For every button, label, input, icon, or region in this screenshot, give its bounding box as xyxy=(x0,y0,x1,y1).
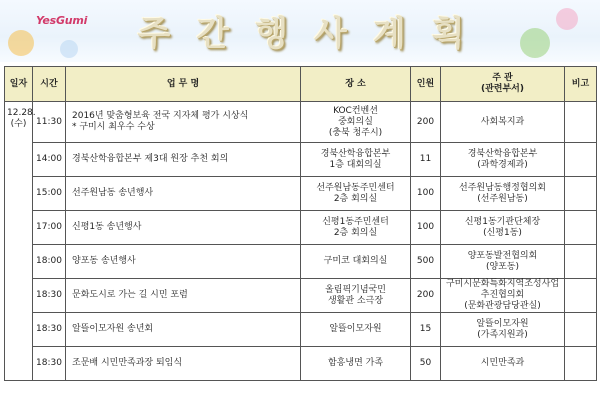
note-cell xyxy=(565,143,597,177)
attendees-cell: 11 xyxy=(411,143,441,177)
table-row xyxy=(5,143,597,177)
place-cell: 경북산학융합본부 1층 대회의실 xyxy=(301,143,411,177)
task-cell: 양포동 송년행사 xyxy=(66,245,301,279)
note-cell xyxy=(565,177,597,211)
host-cell: 알뜰이모자원 (가족지원과) xyxy=(441,313,565,347)
decoration-circle xyxy=(556,8,578,30)
host-cell: 경북산학융합본부 (과학경제과) xyxy=(441,143,565,177)
table-header-row xyxy=(5,67,597,102)
task-cell: 알뜰이모자원 송년회 xyxy=(66,313,301,347)
schedule-table xyxy=(4,66,597,381)
host-cell: 시민만족과 xyxy=(441,347,565,381)
header-note: 비고 xyxy=(565,67,597,102)
host-cell: 선주원남동행정협의회 (선주원남동) xyxy=(441,177,565,211)
time-cell: 18:30 xyxy=(33,313,66,347)
table-row xyxy=(5,177,597,211)
place-cell: KOC컨벤션 중회의실 (충북 청주시) xyxy=(301,102,411,143)
header-date: 일자 xyxy=(5,67,33,102)
task-cell: 2016년 맞춤형보육 전국 지자체 평가 시상식 * 구미시 최우수 수상 xyxy=(66,102,301,143)
note-cell xyxy=(565,347,597,381)
place-cell: 선주원남동주민센터 2층 회의실 xyxy=(301,177,411,211)
decoration-circle xyxy=(60,40,78,58)
host-cell: 구미시문화특화지역조성사업 추진협의회 (문화관광담당관실) xyxy=(441,279,565,313)
place-cell: 알뜰이모자원 xyxy=(301,313,411,347)
decoration-circle xyxy=(520,28,550,58)
attendees-cell: 100 xyxy=(411,177,441,211)
task-cell: 문화도시로 가는 길 시민 포럼 xyxy=(66,279,301,313)
header-task: 업 무 명 xyxy=(66,67,301,102)
host-cell: 양포동발전협의회 (양포동) xyxy=(441,245,565,279)
host-cell: 신평1동기관단체장 (신평1동) xyxy=(441,211,565,245)
note-cell xyxy=(565,102,597,143)
header-banner xyxy=(0,0,600,62)
attendees-cell: 200 xyxy=(411,102,441,143)
place-cell: 올림픽기념국민 생활관 소극장 xyxy=(301,279,411,313)
header-time: 시간 xyxy=(33,67,66,102)
table-row xyxy=(5,245,597,279)
note-cell xyxy=(565,245,597,279)
attendees-cell: 50 xyxy=(411,347,441,381)
host-cell: 사회복지과 xyxy=(441,102,565,143)
task-cell: 조문배 시민만족과장 퇴임식 xyxy=(66,347,301,381)
attendees-cell: 100 xyxy=(411,211,441,245)
attendees-cell: 200 xyxy=(411,279,441,313)
task-cell: 선주원남동 송년행사 xyxy=(66,177,301,211)
header-place: 장 소 xyxy=(301,67,411,102)
header-attendees: 인원 xyxy=(411,67,441,102)
header-host: 주 관 (관련부서) xyxy=(441,67,565,102)
time-cell: 17:00 xyxy=(33,211,66,245)
task-cell: 경북산학융합본부 제3대 원장 추천 회의 xyxy=(66,143,301,177)
table-row xyxy=(5,313,597,347)
logo: YesGumi xyxy=(36,14,88,27)
place-cell: 구미코 대회의실 xyxy=(301,245,411,279)
table-row xyxy=(5,211,597,245)
task-cell: 신평1동 송년행사 xyxy=(66,211,301,245)
time-cell: 11:30 xyxy=(33,102,66,143)
date-cell: 12.28. (수) xyxy=(5,102,33,381)
time-cell: 18:30 xyxy=(33,279,66,313)
note-cell xyxy=(565,279,597,313)
page-title: 주간행사계획 xyxy=(137,14,491,54)
table-row xyxy=(5,102,597,143)
table-row xyxy=(5,347,597,381)
note-cell xyxy=(565,313,597,347)
place-cell: 함흥냉면 가족 xyxy=(301,347,411,381)
attendees-cell: 500 xyxy=(411,245,441,279)
time-cell: 18:30 xyxy=(33,347,66,381)
place-cell: 신평1동주민센터 2층 회의실 xyxy=(301,211,411,245)
table-row xyxy=(5,279,597,313)
attendees-cell: 15 xyxy=(411,313,441,347)
decoration-circle xyxy=(8,30,34,56)
time-cell: 18:00 xyxy=(33,245,66,279)
time-cell: 14:00 xyxy=(33,143,66,177)
note-cell xyxy=(565,211,597,245)
time-cell: 15:00 xyxy=(33,177,66,211)
